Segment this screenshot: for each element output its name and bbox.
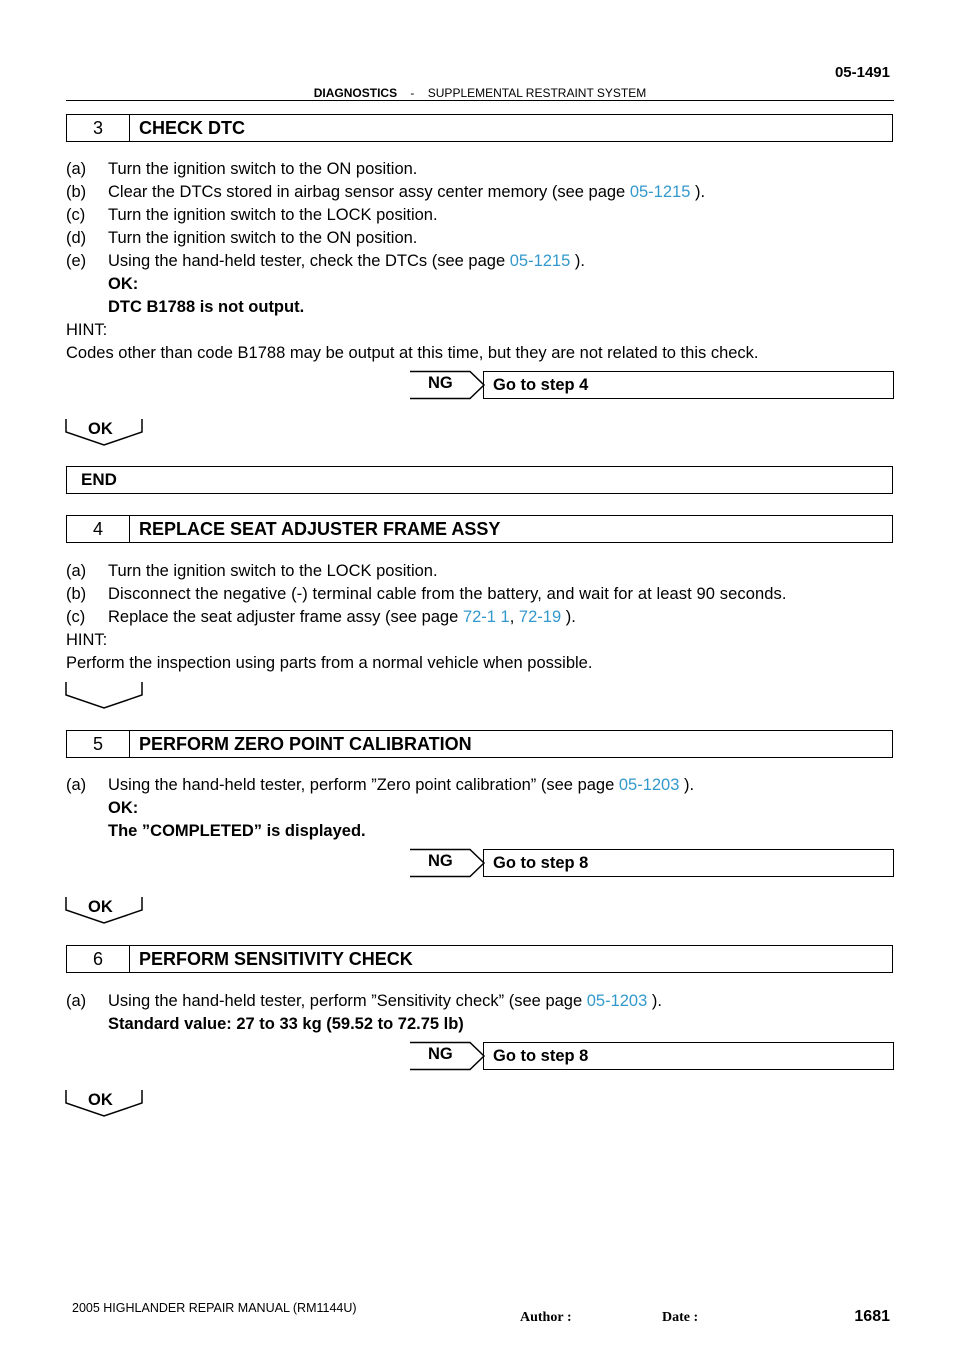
step-title: REPLACE SEAT ADJUSTER FRAME ASSY — [139, 519, 501, 539]
ok-criteria: The ”COMPLETED” is displayed. — [108, 822, 366, 840]
ok-badge — [64, 418, 144, 446]
page-link[interactable]: 05-1215 — [509, 252, 571, 270]
list-item — [108, 774, 694, 797]
list-label: (a) — [66, 160, 87, 178]
list-item — [108, 250, 585, 273]
list-item-text: Using the hand-held tester, perform ”Zero point calibration” (see page — [108, 776, 619, 794]
list-label: (a) — [66, 562, 87, 580]
step-number: 3 — [67, 115, 130, 141]
ng-badge — [410, 848, 486, 878]
list-item-mid: , — [509, 608, 519, 626]
header-separator: - — [410, 86, 415, 100]
list-item-text: Using the hand-held tester, perform ”Sensitivity check” (see page — [108, 992, 587, 1010]
ok-label: OK: — [108, 799, 139, 817]
list-item: Turn the ignition switch to the LOCK position. — [108, 206, 438, 224]
ng-badge — [410, 370, 486, 400]
ng-action[interactable]: Go to step 4 — [483, 371, 894, 399]
page-number: 05-1491 — [834, 64, 890, 81]
step-6-header — [66, 945, 893, 973]
list-item — [108, 606, 576, 629]
standard-value: Standard value: 27 to 33 kg (59.52 to 72.75 lb) — [108, 1015, 464, 1033]
continue-arrow-icon — [64, 681, 144, 709]
hint-text: Perform the inspection using parts from a normal vehicle when possible. — [66, 654, 593, 672]
page-link[interactable]: 05-1203 — [618, 776, 680, 794]
list-item: Turn the ignition switch to the LOCK position. — [108, 562, 438, 580]
ok-criteria: DTC B1788 is not output. — [108, 298, 305, 316]
list-label: (c) — [66, 608, 86, 626]
list-label: (e) — [66, 252, 87, 270]
ng-label: NG — [428, 1045, 453, 1063]
footer-manual: 2005 HIGHLANDER REPAIR MANUAL (RM1144U) — [72, 1301, 357, 1315]
page-link[interactable]: 72-19 — [518, 608, 562, 626]
ok-badge-label: OK — [88, 420, 113, 438]
page-link[interactable]: 05-1203 — [586, 992, 648, 1010]
step-3-header — [66, 114, 893, 142]
page-link[interactable]: 05-1215 — [629, 183, 691, 201]
hint-text: Codes other than code B1788 may be output at this time, but they are not related to this check. — [66, 344, 759, 362]
ng-action[interactable]: Go to step 8 — [483, 1042, 894, 1070]
list-label: (d) — [66, 229, 87, 247]
ng-action[interactable]: Go to step 8 — [483, 849, 894, 877]
list-item-tail: ). — [647, 992, 662, 1010]
author-label: Author : — [520, 1310, 572, 1325]
step-5-header — [66, 730, 893, 758]
list-item-tail: ). — [570, 252, 585, 270]
list-item-tail: ). — [690, 183, 706, 201]
date-label: Date : — [662, 1310, 699, 1325]
page-link[interactable]: 72-1 1 — [462, 608, 510, 626]
ng-badge — [410, 1041, 486, 1071]
end-box: END — [66, 466, 893, 494]
step-number: 6 — [67, 946, 130, 972]
ok-badge — [64, 1089, 144, 1117]
step-title: CHECK DTC — [139, 118, 245, 138]
list-label: (a) — [66, 776, 87, 794]
step-number: 5 — [67, 731, 130, 757]
hint-label: HINT: — [66, 321, 108, 339]
list-label: (c) — [66, 206, 86, 224]
list-item — [108, 181, 705, 204]
step-title: PERFORM SENSITIVITY CHECK — [139, 949, 413, 969]
list-item-text: Clear the DTCs stored in airbag sensor assy center memory (see page — [108, 183, 630, 201]
header-divider — [66, 100, 894, 101]
ng-label: NG — [428, 852, 453, 870]
header-subsection: SUPPLEMENTAL RESTRAINT SYSTEM — [427, 86, 647, 100]
ok-badge-label: OK — [88, 898, 113, 916]
hint-label: HINT: — [66, 631, 108, 649]
ng-label: NG — [428, 374, 453, 392]
list-item: Turn the ignition switch to the ON position. — [108, 160, 418, 178]
list-item: Disconnect the negative (-) terminal cable from the battery, and wait for at least 90 seconds. — [108, 585, 787, 603]
list-label: (b) — [66, 183, 87, 201]
ok-badge-label: OK — [88, 1091, 113, 1109]
ok-label: OK: — [108, 275, 139, 293]
step-4-header — [66, 515, 893, 543]
ok-badge — [64, 896, 144, 924]
list-item — [108, 990, 662, 1013]
list-item-text: Using the hand-held tester, check the DTCs (see page — [108, 252, 510, 270]
step-number: 4 — [67, 516, 130, 542]
footer-page-number: 1681 — [854, 1308, 890, 1325]
step-title: PERFORM ZERO POINT CALIBRATION — [139, 734, 472, 754]
list-item-tail: ). — [561, 608, 576, 626]
header-title — [0, 86, 960, 100]
list-item: Turn the ignition switch to the ON position. — [108, 229, 418, 247]
list-label: (a) — [66, 992, 87, 1010]
header-section: DIAGNOSTICS — [313, 86, 398, 100]
continue-badge — [64, 681, 144, 709]
list-label: (b) — [66, 585, 87, 603]
list-item-text: Replace the seat adjuster frame assy (see page — [108, 608, 463, 626]
list-item-tail: ). — [679, 776, 695, 794]
